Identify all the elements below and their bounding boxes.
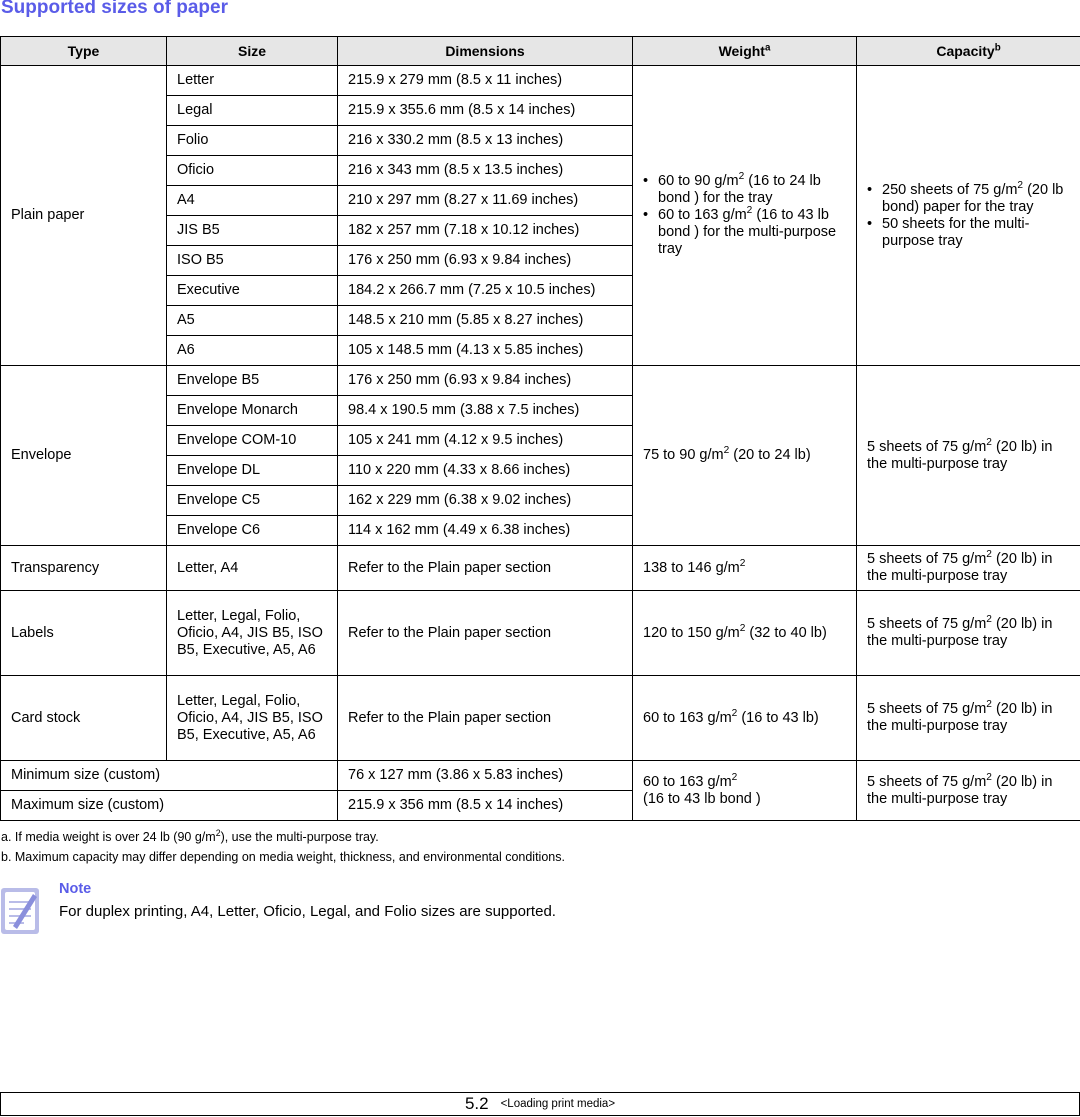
weight-cell: 120 to 150 $g/m^2$ (32 to 40 lb) — [633, 591, 857, 676]
dimensions-cell: 182 x 257 mm (7.18 x 10.12 inches) — [338, 216, 633, 246]
weight-cell: 60 to 163 $g/m^2$ (16 to 43 lb) — [633, 676, 857, 761]
size-cell: Letter, Legal, Folio, Oficio, A4, JIS B5, ISO B5, Executive, A5, A6 — [167, 591, 338, 676]
type-transparency: Transparency — [1, 546, 167, 591]
minimum-size-label: Minimum size (custom) — [1, 761, 338, 791]
footnote-a: a. If media weight is over 24 lb (90 $g/m^2$), use the multi-purpose tray. — [1, 827, 379, 844]
page-number: 5.2 — [464, 1094, 489, 1113]
dimensions-cell: 216 x 330.2 mm (8.5 x 13 inches) — [338, 126, 633, 156]
header-size: Size — [167, 37, 338, 66]
table-row — [1, 546, 1080, 591]
dimensions-cell: Refer to the Plain paper section — [338, 546, 633, 591]
dimensions-cell: 210 x 297 mm (8.27 x 11.69 inches) — [338, 186, 633, 216]
maximum-size-label: Maximum size (custom) — [1, 791, 338, 821]
table-row — [1, 66, 1080, 96]
dimensions-cell: 98.4 x 190.5 mm (3.88 x 7.5 inches) — [338, 396, 633, 426]
envelope-weight: 75 to 90 $g/m^2$ (20 to 24 lb) — [633, 366, 857, 546]
table-row — [1, 761, 1080, 791]
table-row — [1, 676, 1080, 761]
size-cell: Letter, Legal, Folio, Oficio, A4, JIS B5, ISO B5, Executive, A5, A6 — [167, 676, 338, 761]
dimensions-cell: 215.9 x 279 mm (8.5 x 11 inches) — [338, 66, 633, 96]
size-cell: A4 — [167, 186, 338, 216]
dimensions-cell: 215.9 x 355.6 mm (8.5 x 14 inches) — [338, 96, 633, 126]
capacity-cell: 5 sheets of 75 $g/m^2$ (20 lb) in the multi-purpose tray — [857, 591, 1080, 676]
dimensions-cell: 162 x 229 mm (6.38 x 9.02 inches) — [338, 486, 633, 516]
section-name: <Loading print media> — [500, 1098, 616, 1110]
size-cell: Envelope C5 — [167, 486, 338, 516]
size-cell: JIS B5 — [167, 216, 338, 246]
weight-cell: 138 to 146 $g/m^2$ — [633, 546, 857, 591]
plain-paper-weight — [633, 66, 857, 366]
note-box — [0, 880, 1080, 940]
note-title: Note — [59, 881, 92, 897]
dimensions-cell: Refer to the Plain paper section — [338, 591, 633, 676]
plain-paper-capacity — [857, 66, 1080, 366]
dimensions-cell: 216 x 343 mm (8.5 x 13.5 inches) — [338, 156, 633, 186]
list-item: • 60 to 90 $g/m^2$ (16 to 24 lb bond ) for the tray — [643, 173, 846, 207]
header-capacity: Capacity$^b$ — [857, 37, 1080, 66]
size-cell: Oficio — [167, 156, 338, 186]
dimensions-cell: 105 x 241 mm (4.12 x 9.5 inches) — [338, 426, 633, 456]
table-row — [1, 366, 1080, 396]
page-title: Supported sizes of paper — [1, 0, 228, 18]
dimensions-cell: 105 x 148.5 mm (4.13 x 5.85 inches) — [338, 336, 633, 366]
size-cell: Envelope C6 — [167, 516, 338, 546]
size-cell: Legal — [167, 96, 338, 126]
capacity-cell: 5 sheets of 75 $g/m^2$ (20 lb) in the multi-purpose tray — [857, 676, 1080, 761]
type-labels: Labels — [1, 591, 167, 676]
footnotes — [1, 827, 565, 867]
paper-sizes-table — [0, 36, 1080, 821]
size-cell: Folio — [167, 126, 338, 156]
envelope-capacity: 5 sheets of 75 $g/m^2$ (20 lb) in the multi-purpose tray — [857, 366, 1080, 546]
header-dimensions: Dimensions — [338, 37, 633, 66]
dimensions-cell: 110 x 220 mm (4.33 x 8.66 inches) — [338, 456, 633, 486]
dimensions-cell: Refer to the Plain paper section — [338, 676, 633, 761]
size-cell: Envelope B5 — [167, 366, 338, 396]
size-cell: Executive — [167, 276, 338, 306]
list-item: • 250 sheets of 75 $g/m^2$ (20 lb bond) paper for the tray — [867, 182, 1070, 216]
dimensions-cell: 176 x 250 mm (6.93 x 9.84 inches) — [338, 366, 633, 396]
dimensions-cell: 76 x 127 mm (3.86 x 5.83 inches) — [338, 761, 633, 791]
type-plain-paper: Plain paper — [1, 66, 167, 366]
size-cell: A5 — [167, 306, 338, 336]
size-cell: Envelope DL — [167, 456, 338, 486]
table-row — [1, 591, 1080, 676]
dimensions-cell: 114 x 162 mm (4.49 x 6.38 inches) — [338, 516, 633, 546]
custom-weight: 60 to 163 $g/m^2$ (16 to 43 lb bond ) — [633, 761, 857, 821]
size-cell: Letter — [167, 66, 338, 96]
capacity-cell: 5 sheets of 75 $g/m^2$ (20 lb) in the multi-purpose tray — [857, 546, 1080, 591]
size-cell: ISO B5 — [167, 246, 338, 276]
header-weight: Weight$^a$ — [633, 37, 857, 66]
dimensions-cell: 148.5 x 210 mm (5.85 x 8.27 inches) — [338, 306, 633, 336]
custom-capacity: 5 sheets of 75 $g/m^2$ (20 lb) in the multi-purpose tray — [857, 761, 1080, 821]
page-footer — [0, 1092, 1080, 1116]
list-item: • 60 to 163 $g/m^2$ (16 to 43 lb bond ) for the multi-purpose tray — [643, 207, 846, 258]
table-header-row — [1, 37, 1080, 66]
size-cell: Letter, A4 — [167, 546, 338, 591]
footnote-b: b. Maximum capacity may differ depending on media weight, thickness, and environmental conditions. — [1, 850, 565, 864]
list-item: • 50 sheets for the multi-purpose tray — [867, 216, 1070, 250]
header-type: Type — [1, 37, 167, 66]
size-cell: Envelope Monarch — [167, 396, 338, 426]
size-cell: A6 — [167, 336, 338, 366]
note-text: For duplex printing, A4, Letter, Oficio, Legal, and Folio sizes are supported. — [59, 903, 556, 920]
dimensions-cell: 184.2 x 266.7 mm (7.25 x 10.5 inches) — [338, 276, 633, 306]
note-pencil-icon — [0, 886, 40, 936]
size-cell: Envelope COM-10 — [167, 426, 338, 456]
dimensions-cell: 215.9 x 356 mm (8.5 x 14 inches) — [338, 791, 633, 821]
type-envelope: Envelope — [1, 366, 167, 546]
dimensions-cell: 176 x 250 mm (6.93 x 9.84 inches) — [338, 246, 633, 276]
type-card-stock: Card stock — [1, 676, 167, 761]
